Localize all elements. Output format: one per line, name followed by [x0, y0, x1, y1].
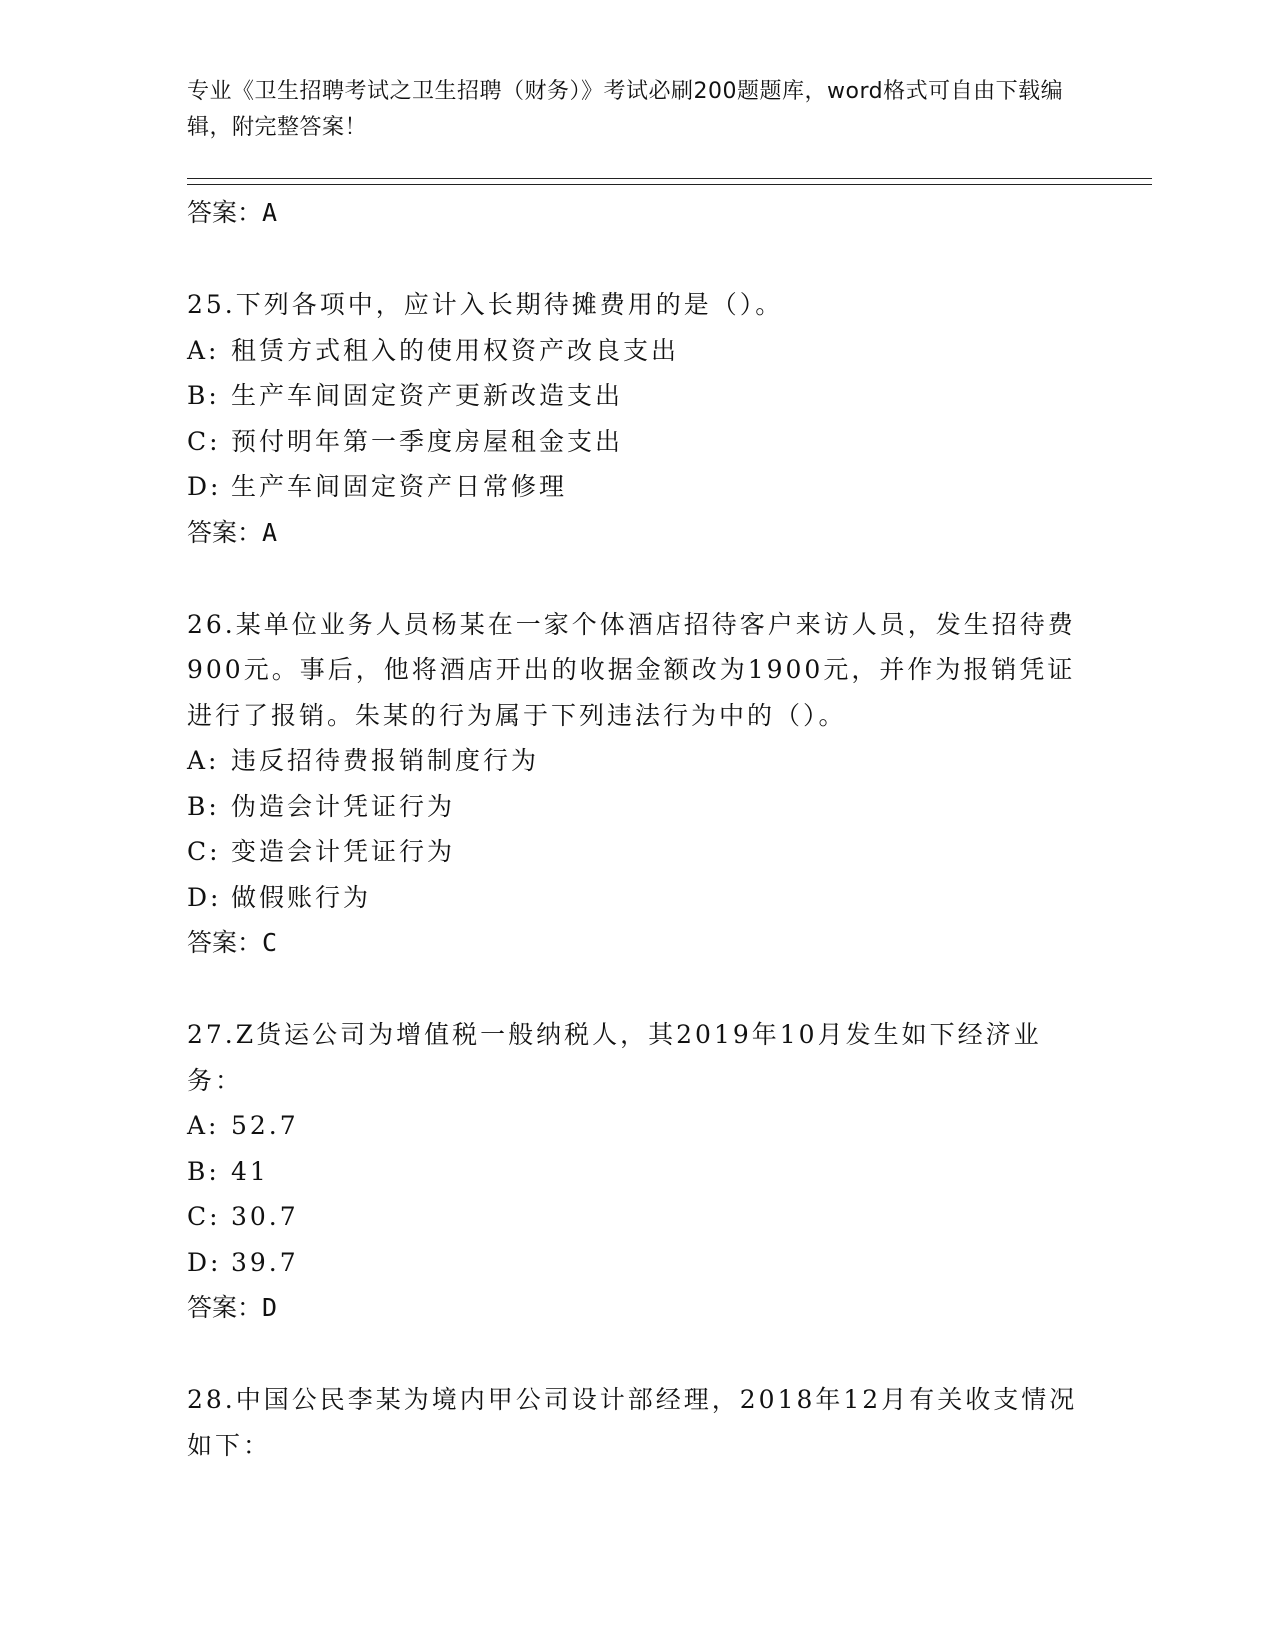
option-c	[187, 419, 1087, 465]
question-stem: 28.中国公民李某为境内甲公司设计部经理，2018年12月有关收支情况如下：	[187, 1385, 1078, 1460]
answer-value: C	[262, 928, 278, 957]
option-letter: B:	[187, 381, 220, 410]
option-text: 生产车间固定资产更新改造支出	[231, 381, 624, 410]
option-letter: C:	[187, 426, 221, 456]
option-text: 生产车间固定资产日常修理	[231, 472, 568, 501]
option-text: 租赁方式租入的使用权资产改良支出	[231, 335, 680, 365]
option-letter: C:	[187, 1202, 221, 1231]
option-c	[187, 829, 1087, 875]
answer-value: D	[262, 1293, 278, 1322]
option-letter: B:	[187, 791, 220, 821]
option-letter: C:	[187, 837, 221, 866]
option-d	[187, 464, 1087, 510]
option-text: 41	[231, 1156, 269, 1186]
option-d	[187, 875, 1087, 921]
answer-line	[187, 510, 1087, 555]
option-text: 做假账行为	[231, 882, 372, 912]
option-text: 52.7	[231, 1111, 299, 1140]
option-a	[187, 328, 1087, 374]
answer-line	[187, 190, 1087, 235]
question-28	[187, 1377, 1087, 1468]
answer-value: A	[262, 198, 278, 227]
question-stem: 27.Z货运公司为增值税一般纳税人，其2019年10月发生如下经济业务：	[187, 1020, 1042, 1095]
question-stem: 26.某单位业务人员杨某在一家个体酒店招待客户来访人员，发生招待费900元。事后，他将酒店开出的收据金额改为1900元，并作为报销凭证进行了报销。朱某的行为属于下列违法行为中的（）。	[187, 609, 1076, 730]
question-26	[187, 602, 1087, 966]
option-text: 39.7	[231, 1247, 299, 1277]
option-c	[187, 1194, 1087, 1240]
option-text: 30.7	[231, 1202, 299, 1231]
question-stem: 25.下列各项中，应计入长期待摊费用的是（）。	[187, 290, 784, 319]
option-letter: A:	[187, 335, 220, 365]
option-text: 违反招待费报销制度行为	[231, 746, 540, 775]
answer-line	[187, 1285, 1087, 1330]
option-letter: A:	[187, 1111, 220, 1140]
option-letter: D:	[187, 1247, 222, 1277]
answer-label: 答案：	[187, 517, 263, 547]
header-double-rule	[187, 178, 1152, 185]
answer-label: 答案：	[187, 198, 263, 227]
option-a	[187, 738, 1087, 784]
option-a	[187, 1103, 1087, 1149]
question-27	[187, 1012, 1087, 1330]
option-b	[187, 373, 1087, 419]
option-letter: B:	[187, 1156, 220, 1186]
option-text: 变造会计凭证行为	[231, 837, 456, 866]
answer-value: A	[262, 517, 278, 547]
option-text: 伪造会计凭证行为	[231, 791, 456, 821]
question-list	[187, 190, 1087, 1468]
option-letter: D:	[187, 882, 222, 912]
question-25	[187, 282, 1087, 555]
option-letter: D:	[187, 472, 222, 501]
option-b	[187, 784, 1087, 830]
option-b	[187, 1149, 1087, 1195]
answer-line	[187, 920, 1087, 965]
option-d	[187, 1240, 1087, 1286]
answer-label: 答案：	[187, 1293, 263, 1322]
answer-label: 答案：	[187, 928, 263, 957]
header-title: 专业《卫生招聘考试之卫生招聘（财务）》考试必刷200题题库，word格式可自由下载编辑，附完整答案！	[187, 79, 1064, 140]
document-header	[187, 74, 1067, 146]
option-text: 预付明年第一季度房屋租金支出	[231, 426, 624, 456]
option-letter: A:	[187, 746, 220, 775]
